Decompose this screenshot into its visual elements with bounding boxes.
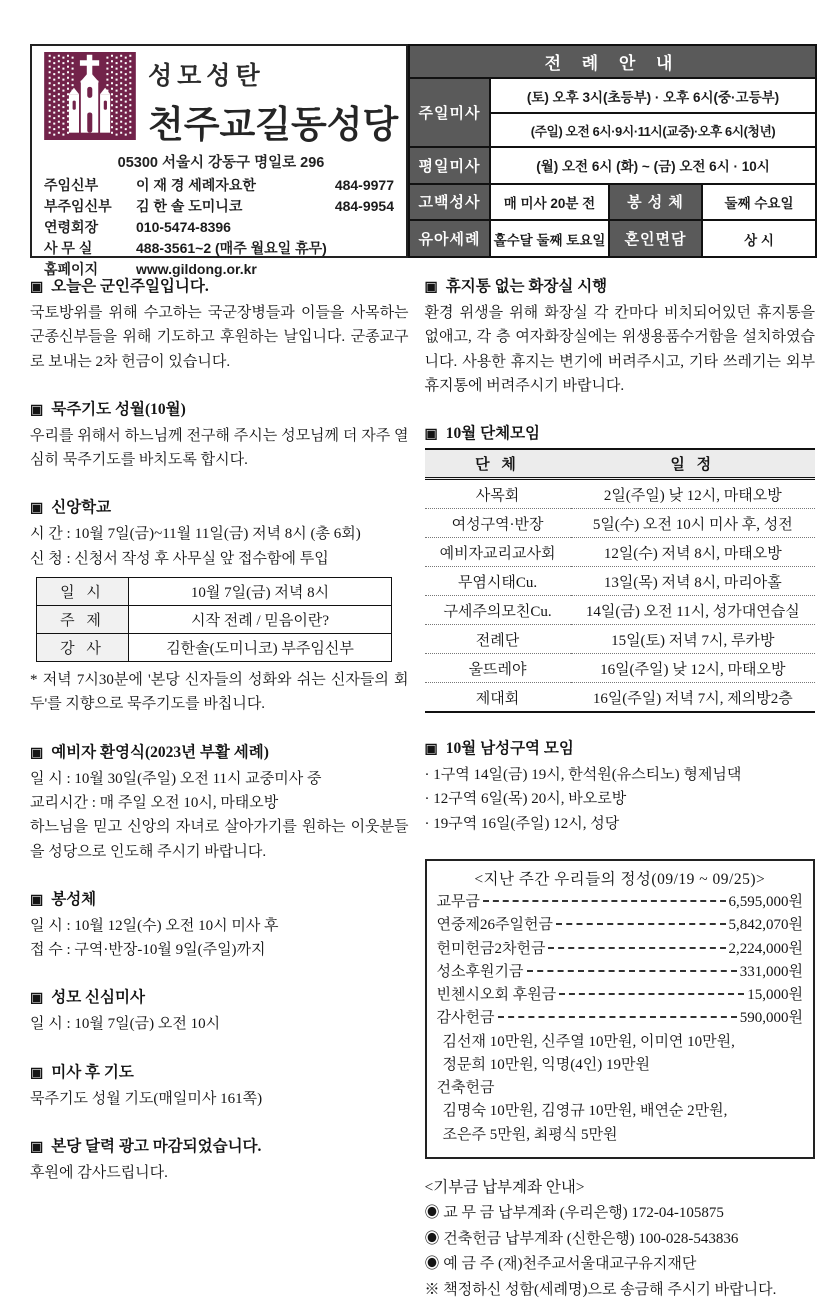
homepage-url: www.gildong.or.kr [136,261,257,277]
leader-line [527,970,737,972]
section-title: 성모 신심미사 [51,989,145,1007]
faith-row-label: 일 시 [37,578,129,606]
org-schedule: 5일(수) 오전 10시 미사 후, 성전 [571,509,815,538]
section-marian-mass [30,985,409,1036]
leader-line [483,900,725,902]
section-title: 10월 남성구역 모임 [445,740,574,758]
church-logo-icon [44,52,136,140]
marriage-label: 혼인면담 [609,220,702,257]
restroom-body: 환경 위생을 위해 화장실 각 칸마다 비치되어있던 휴지통을 없애고, 각 층 여자화장실에는 위생용품수거함을 설치하였습니다. 사용한 휴지는 변기에 버려주시고, 기타 쓰레기는 외부 휴지통에 버려주시기 바랍니다. [424,305,815,394]
communion-label: 봉 성 체 [609,184,702,221]
table-row [425,538,815,567]
building-donors-line: 조은주 5만원, 최평식 5만원 [442,1126,618,1143]
section-bullet-icon: ▣ [30,1140,44,1156]
contact-label: 홈페이지 [44,261,99,277]
weekday-mass-label: 평일미사 [409,147,490,184]
faith-row-value: 시작 전례 / 믿음이란? [129,606,392,634]
section-bullet-icon: ▣ [30,402,44,418]
table-row [425,596,815,625]
contact-row [44,196,398,217]
faith-school-time: 시 간 : 10월 7일(금)~11월 11일(금) 저녁 8시 (총 6회) [30,526,361,543]
section-title: 예비자 환영식(2023년 부활 세례) [51,743,269,761]
section-bullet-icon: ▣ [424,742,438,758]
contact-label: 부주임신부 [44,198,112,214]
marian-mass-date: 일 시 : 10월 7일(금) 오전 10시 [30,1016,221,1033]
section-catechumen-welcome [30,740,409,864]
section-title: 본당 달력 광고 마감되었습니다. [51,1138,262,1156]
offerings-title: <지난 주간 우리들의 정성(09/19 ~ 09/25)> [474,871,766,889]
org-schedule: 15일(토) 저녁 7시, 루카방 [571,625,815,654]
leader-line [548,947,725,949]
org-name: 사목회 [425,479,571,509]
org-name: 전례단 [425,625,571,654]
faith-row-value: 김한솔(도미니코) 부주임신부 [129,634,392,662]
contact-label: 사 무 실 [44,240,93,256]
account-note: ※ 책정하신 성함(세례명)으로 송금해 주시기 바랍니다. [424,1281,777,1298]
org-name: 여성구역·반장 [425,509,571,538]
org-schedule: 2일(주일) 낮 12시, 마태오방 [571,479,815,509]
sunday-mass-sunday: (주일) 오전 6시·9시·11시(교중)·오후 6시(청년) [490,113,816,147]
offering-amount: 6,595,000원 [728,894,803,911]
account-line: ◉ 교 무 금 납부계좌 (우리은행) 172-04-105875 [424,1205,724,1222]
offering-row [437,938,803,961]
table-row [425,567,815,596]
offering-row [437,891,803,914]
accounts-title: <기부금 납부계좌 안내> [424,1178,585,1196]
church-address: 05300 서울시 강동구 명일로 296 [117,155,325,171]
section-body: 국토방위를 위해 수고하는 국군장병들과 이들을 사목하는 군종신부들을 위해 기도하고 후원하는 날입니다. 군종교구로 보내는 2차 헌금이 있습니다. [30,305,409,370]
section-bullet-icon: ▣ [424,280,438,295]
org-name: 제대회 [425,683,571,713]
district-line: · 1구역 14일(금) 19시, 한석원(유스티노) 형제님댁 [424,767,742,784]
welcome-date: 일 시 : 10월 30일(주일) 오전 11시 교중미사 중 [30,770,322,787]
section-bullet-icon: ▣ [424,427,438,443]
section-bullet-icon: ▣ [30,1065,44,1081]
section-donation-accounts [425,1175,815,1303]
thanks-donors-line: 정문희 10만원, 익명(4인) 19만원 [442,1056,650,1073]
section-title: 미사 후 기도 [51,1063,134,1081]
faith-row-value: 10월 7일(금) 저녁 8시 [129,578,392,606]
section-title: 묵주기도 성월(10월) [51,400,186,418]
section-title: 신앙학교 [51,499,112,517]
table-row [425,509,815,538]
faith-school-apply: 신 청 : 신청서 작성 후 사무실 앞 접수함에 투입 [30,550,329,567]
org-schedule: 14일(금) 오전 11시, 성가대연습실 [571,596,815,625]
section-military-sunday [30,274,409,374]
faith-row-label: 주 제 [37,606,129,634]
org-schedule: 12일(수) 저녁 8시, 마태오방 [571,538,815,567]
section-bullet-icon: ▣ [30,501,44,517]
org-schedule: 16일(주일) 낮 12시, 마태오방 [571,654,815,683]
calendar-ad-thanks: 후원에 감사드립니다. [30,1165,168,1182]
section-title: 오늘은 군인주일입니다. [51,278,209,295]
church-subtitle: 성모성탄 [148,62,265,90]
sunday-mass-label: 주일미사 [409,78,490,147]
contact-row [44,217,398,238]
org-schedule: 13일(목) 저녁 8시, 마리아홀 [571,567,815,596]
sunday-mass-saturday: (토) 오후 3시(초등부) · 오후 6시(중·고등부) [490,78,816,113]
org-name: 울뜨레야 [425,654,571,683]
district-line: · 12구역 6일(목) 20시, 바오로방 [424,791,627,808]
offering-label: 헌미헌금2차헌금 [436,940,546,957]
church-identity-box [30,44,408,277]
offering-amount: 5,842,070원 [728,917,803,934]
confession-value: 매 미사 20분 전 [490,184,609,221]
faith-school-footnote: * 저녁 7시30분에 '본당 신자들의 성화와 쉬는 신자들의 회두'를 지향으로 묵주기도를 바칩니다. [30,672,409,713]
offering-label: 빈첸시오회 후원금 [436,987,557,1004]
col-header-org: 단 체 [425,449,571,479]
header [30,44,815,277]
section-communion-visit [30,887,409,963]
communion-register: 접 수 : 구역·반장-10월 9일(주일)까지 [30,942,266,959]
account-line: ◉ 건축헌금 납부계좌 (신한은행) 100-028-543836 [424,1230,739,1247]
contact-label: 연령회장 [44,219,99,235]
offering-row [437,984,803,1007]
section-body: 우리를 위해서 하느님께 전구해 주시는 성모님께 더 자주 열심히 묵주기도를 바치도록 합시다. [30,427,409,469]
offering-row [437,914,803,937]
offering-amount: 590,000원 [739,1010,803,1027]
offering-amount: 15,000원 [747,987,803,1004]
communion-date: 일 시 : 10월 12일(수) 오전 10시 미사 후 [30,917,279,934]
offering-row [437,1007,803,1030]
liturgy-schedule-table [408,44,817,258]
faith-school-table [36,577,392,662]
liturgy-table-title: 전 례 안 내 [409,45,816,78]
group-meetings-table [425,448,815,713]
table-row [425,479,815,509]
contact-row [44,175,398,196]
section-bullet-icon: ▣ [30,280,44,295]
confession-label: 고백성사 [409,184,490,221]
section-bullet-icon: ▣ [30,892,44,908]
offering-label: 감사헌금 [436,1010,495,1027]
after-mass-prayer-detail: 묵주기도 성월 기도(매일미사 161쪽) [30,1090,263,1107]
offering-label: 성소후원기금 [436,963,524,980]
left-column [30,274,409,1303]
welcome-body: 하느님을 믿고 신앙의 자녀로 살아가기를 원하는 이웃분들을 성당으로 인도해 주시기 바랍니다. [30,819,409,860]
contact-value: 010-5474-8396 [136,219,231,235]
section-mens-district [425,736,815,836]
marriage-value: 상 시 [702,220,816,257]
contact-value: 이 재 경 세례자요한 [136,177,256,193]
communion-value: 둘째 수요일 [702,184,816,221]
offering-row [437,961,803,984]
offering-amount: 331,000원 [739,963,803,980]
org-schedule: 16일(주일) 저녁 7시, 제의방2층 [571,683,815,713]
section-faith-school [30,495,409,716]
building-offering-label: 건축헌금 [436,1080,495,1097]
section-group-meetings [425,421,815,713]
contact-row [44,238,398,259]
table-row [425,625,815,654]
church-title: 천주교길동성당 [148,104,399,145]
section-bullet-icon: ▣ [30,991,44,1007]
section-title: 휴지통 없는 화장실 시행 [445,278,608,295]
infant-baptism-label: 유아세례 [409,220,490,257]
section-title: 10월 단체모임 [445,425,541,443]
contact-value: 김 한 솔 도미니코 [136,198,243,214]
section-after-mass-prayer [30,1060,409,1111]
offering-label: 교무금 [436,894,481,911]
leader-line [498,1016,737,1018]
district-line: · 19구역 16일(주일) 12시, 성당 [424,815,620,832]
org-name: 예비자교리교사회 [425,538,571,567]
org-name: 무염시태Cu. [425,567,571,596]
org-name: 구세주의모친Cu. [425,596,571,625]
contact-phone: 484-9954 [334,198,394,214]
building-donors-line: 김명숙 10만원, 김영규 10만원, 배연순 2만원, [442,1103,728,1120]
weekly-offerings-box [425,859,815,1159]
contact-label: 주임신부 [44,177,99,193]
table-row [425,654,815,683]
leader-line [556,923,726,925]
section-restroom [425,274,815,398]
account-line: ◉ 예 금 주 (재)천주교서울대교구유지재단 [424,1256,697,1273]
section-title: 봉성체 [51,890,97,908]
infant-baptism-value: 홀수달 둘째 토요일 [490,220,609,257]
faith-row-label: 강 사 [37,634,129,662]
leader-line [559,993,744,995]
offering-amount: 2,224,000원 [728,940,803,957]
welcome-catechism: 교리시간 : 매 주일 오전 10시, 마태오방 [30,794,279,811]
section-rosary-month [30,397,409,473]
weekday-mass-value: (월) 오전 6시 (화) ~ (금) 오전 6시 · 10시 [490,147,816,184]
right-column [425,274,815,1303]
section-bullet-icon: ▣ [30,745,44,761]
col-header-schedule: 일 정 [571,449,815,479]
thanks-donors-line: 김선재 10만원, 신주열 10만원, 이미연 10만원, [442,1033,735,1050]
section-calendar-ad [30,1134,409,1185]
contact-phone: 484-9977 [334,177,394,193]
contact-value: 488-3561~2 (매주 월요일 휴무) [136,240,327,256]
offering-label: 연중제26주일헌금 [436,917,553,934]
table-row [425,683,815,713]
